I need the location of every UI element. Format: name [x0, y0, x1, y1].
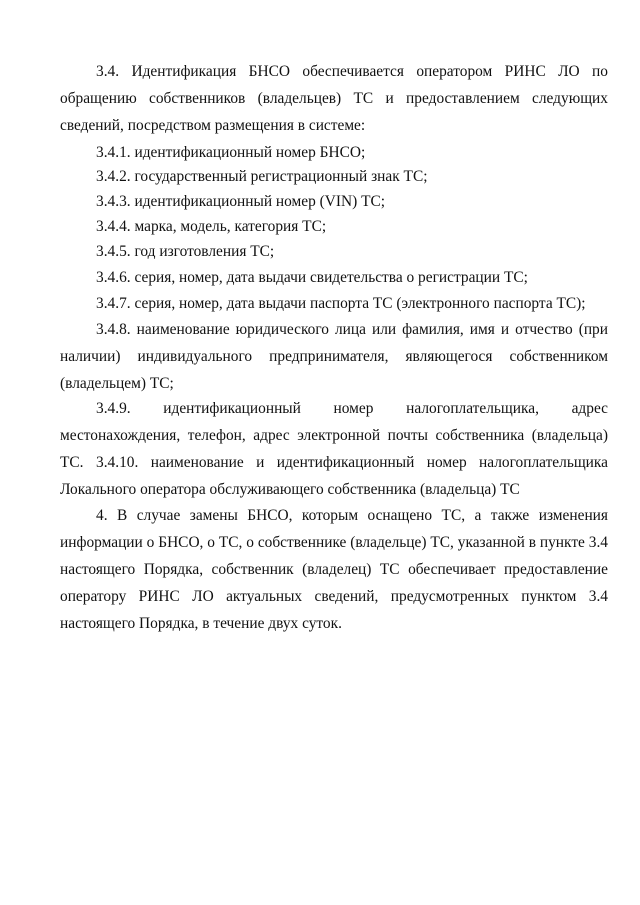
- paragraph-3-4-5: 3.4.5. год изготовления ТС;: [96, 243, 275, 260]
- paragraph-4: 4. В случае замены БНСО, которым оснащено ТС, а также изменения информации о БНСО, о ТС, о собственнике (владельце) ТС, указанной в пункте 3.4 настоящего Порядка, собственник (владелец) ТС обеспечивает предоставление оператору РИНС ЛО актуальных сведений, предусмотренных пунктом 3.4 настоящего Порядка, в течение двух суток.: [60, 507, 608, 632]
- paragraph-3-4-7: 3.4.7. серия, номер, дата выдачи паспорта ТС (электронного паспорта ТС);: [96, 295, 586, 312]
- paragraph-3-4-8: 3.4.8. наименование юридического лица или фамилия, имя и отчество (при наличии) индивидуального предпринимателя, являющегося собственником (владельцем) ТС;: [60, 321, 608, 392]
- paragraph-3-4-1: 3.4.1. идентификационный номер БНСО;: [96, 144, 366, 161]
- paragraph-3-4-6: 3.4.6. серия, номер, дата выдачи свидетельства о регистрации ТС;: [96, 269, 528, 286]
- paragraph-3-4: 3.4. Идентификация БНСО обеспечивается оператором РИНС ЛО по обращению собственников (владельцев) ТС и предоставлением следующих сведений, посредством размещения в системе:: [60, 63, 608, 134]
- paragraph-3-4-10: 3.4.10. наименование и идентификационный номер налогоплательщика Локального оператора обслуживающего собственника (владельца) ТС: [60, 454, 608, 498]
- paragraph-3-4-3: 3.4.3. идентификационный номер (VIN) ТС;: [96, 193, 386, 210]
- paragraph-3-4-4: 3.4.4. марка, модель, категория ТС;: [96, 218, 327, 235]
- paragraph-3-4-9: 3.4.9. идентификационный номер налогоплательщика, адрес местонахождения, телефон, адрес электронной почты собственника (владельца) ТС.: [60, 400, 608, 471]
- paragraph-3-4-2: 3.4.2. государственный регистрационный знак ТС;: [96, 168, 428, 185]
